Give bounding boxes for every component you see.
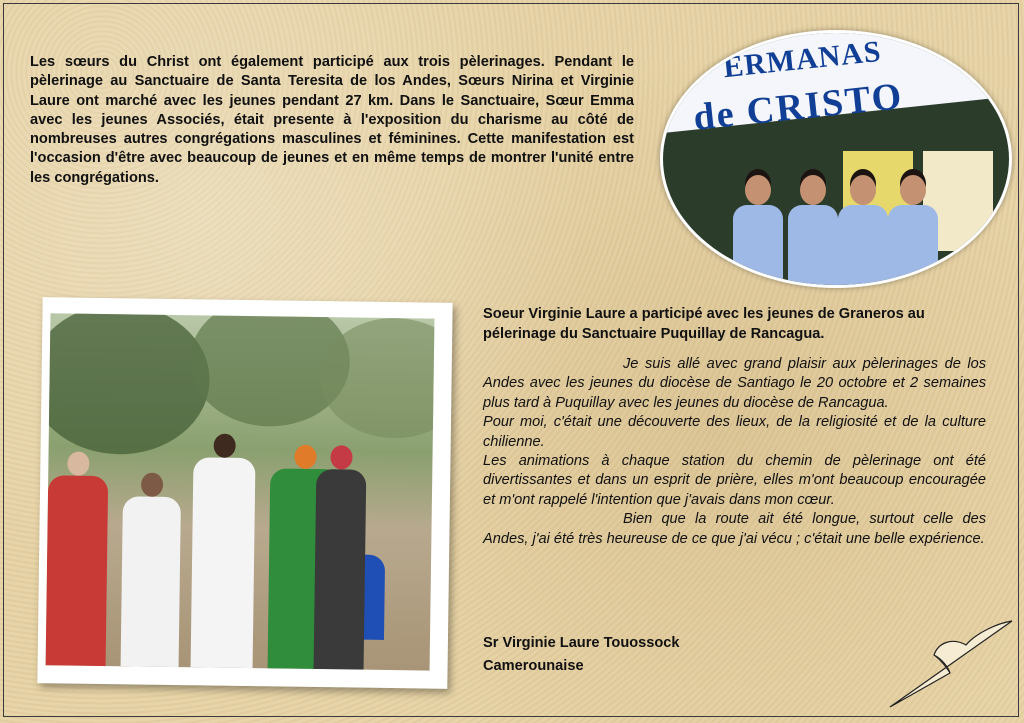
testimony-heading: Soeur Virginie Laure a participé avec les jeunes de Graneros au pélerinage du Sanctuaire Puquillay de Rancagua. (483, 306, 925, 342)
banner-text-top: ERMANAS (721, 34, 883, 85)
page-curl-icon (880, 615, 1020, 710)
person (888, 175, 938, 285)
testimony-column (483, 305, 986, 549)
pilgrimage-photo (37, 297, 452, 689)
signature-name: Sr Virginie Laure Touossock (483, 635, 680, 651)
walker (191, 457, 256, 668)
signature-block (483, 632, 680, 678)
pilgrimage-scene (46, 313, 435, 670)
person (788, 175, 838, 285)
walker (121, 496, 181, 667)
walker (314, 469, 367, 670)
testimony-paragraph: Les animations à chaque station du chemin de pèlerinage ont été divertissantes et dans un esprit de prière, elles m'ont beaucoup encouragée et m'ont rappelé l'intention que j'avais dans mon cœur. (483, 453, 986, 508)
person (838, 175, 888, 285)
sisters-booth-photo (660, 30, 1012, 288)
testimony-paragraph: Pour moi, c'était une découverte des lieux, de la religiosité et de la culture chilienne. (483, 414, 986, 450)
person (733, 175, 783, 285)
signature-nationality: Camerounaise (483, 658, 584, 674)
testimony-paragraph: Bien que la route ait été longue, surtout celle des Andes, j'ai été très heureuse de ce que j'ai vécu ; c'était une belle expérience. (483, 511, 986, 547)
banner-text-bottom: de CRISTO (691, 75, 906, 139)
testimony-paragraph: Je suis allé avec grand plaisir aux pèlerinages de los Andes avec les jeunes du diocèse de Santiago le 20 octobre et 2 semaines plus tard à Puquillay avec les jeunes du diocèse de Rancagua. (483, 356, 986, 411)
walker (46, 475, 109, 666)
intro-paragraph: Les sœurs du Christ ont également participé aux trois pèlerinages. Pendant le pèlerinage au Sanctuaire de Santa Teresita de los Andes, Sœurs Nirina et Virginie Laure ont marché avec les jeunes pendant 27 km. Dans le Sanctuaire, Sœur Emma avec les jeunes Associés, était presente à l'exposition du charisme au côté de nombreuses autres congrégations masculines et féminines. Cette manifestation est l'occasion d'être avec beaucoup de jeunes et en même temps de montrer l'unité entre les congrégations. (30, 54, 634, 186)
